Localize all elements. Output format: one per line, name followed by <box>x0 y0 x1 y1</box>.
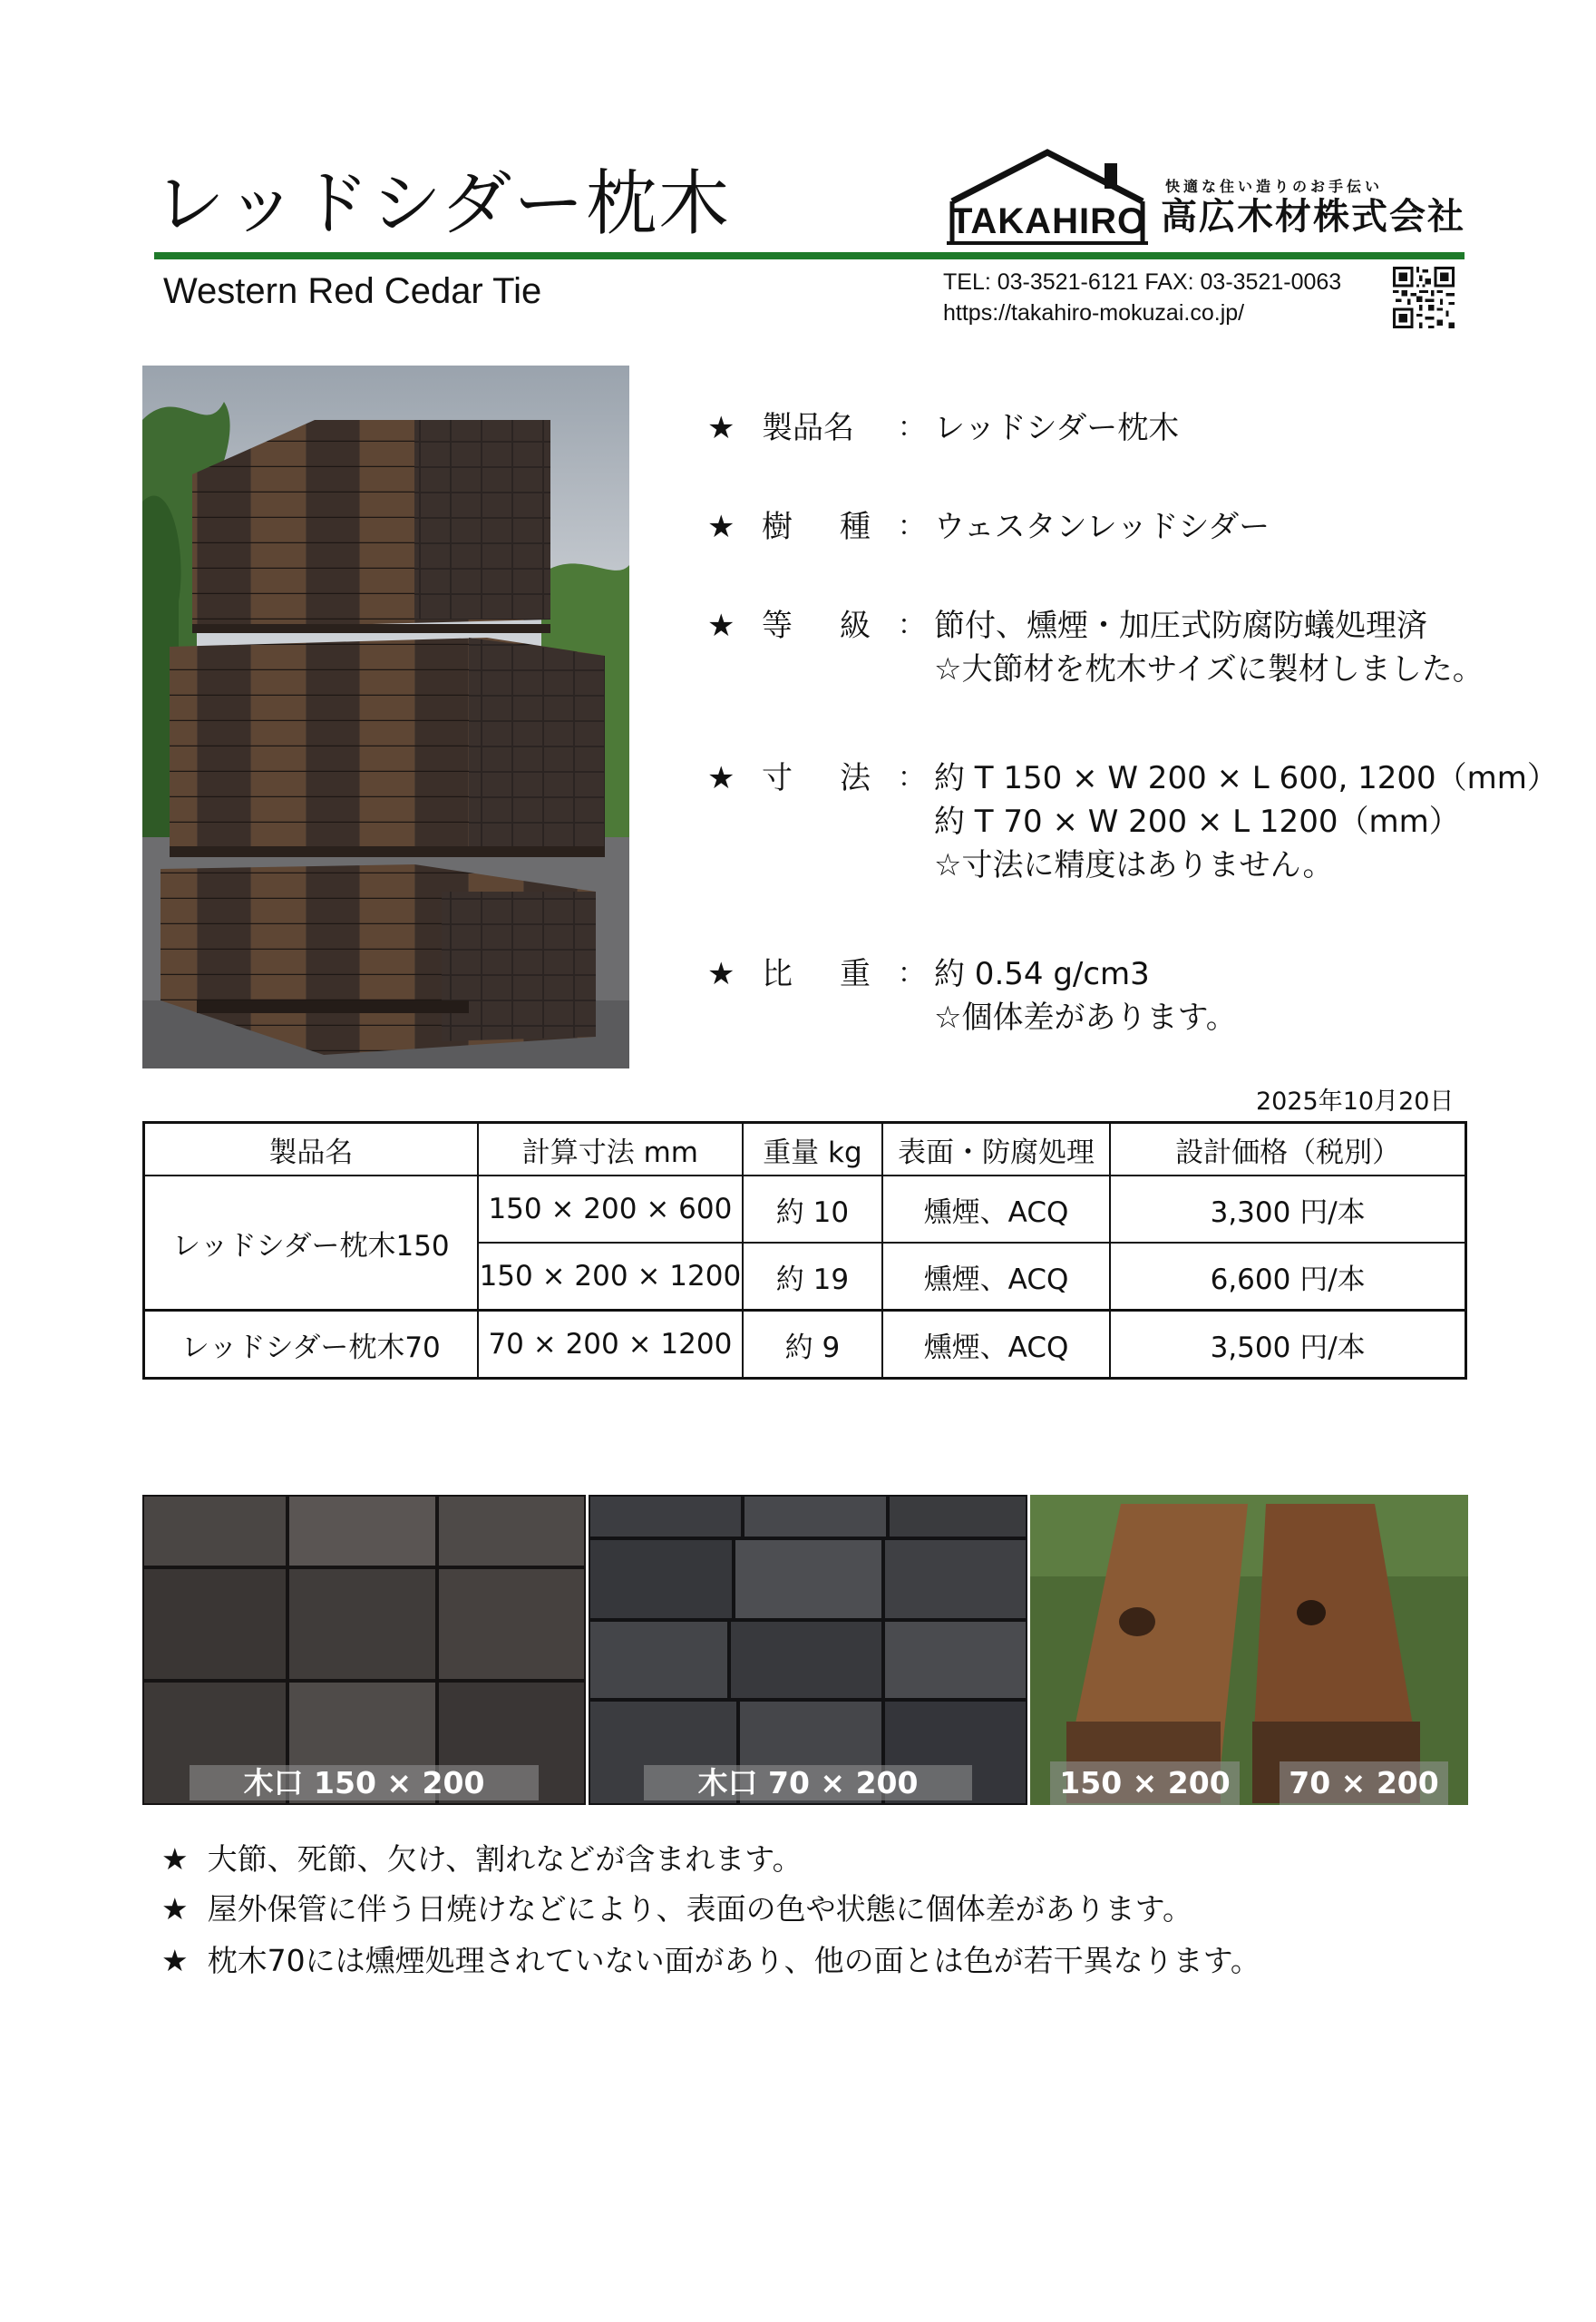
dimension-cell: 150 × 200 × 600 <box>478 1176 743 1243</box>
spec-value: 約 T 150 × W 200 × L 600, 1200（mm） <box>934 760 1558 796</box>
price-cell: 6,600 円/本 <box>1110 1243 1465 1311</box>
note-item <box>161 1941 1260 1981</box>
tie-comparison-photo <box>1030 1495 1468 1805</box>
spec-label: 製品名 <box>762 410 854 446</box>
spec-colon: ： <box>898 610 925 641</box>
column-header: 重量 kg <box>743 1123 882 1176</box>
note-text: 枕木70には燻煙処理されていない面があり、他の面とは色が若干異なります。 <box>207 1943 1260 1978</box>
star-icon: ★ <box>707 956 735 992</box>
star-icon: ★ <box>707 608 735 644</box>
spec-note: ☆個体差があります。 <box>934 1000 1237 1036</box>
column-header: 設計価格（税別） <box>1110 1123 1465 1176</box>
note-text: 屋外保管に伴う日焼けなどにより、表面の色や状態に個体差があります。 <box>207 1891 1192 1927</box>
note-item <box>161 1839 803 1879</box>
star-icon: ★ <box>707 760 735 796</box>
photo-caption: 70 × 200 <box>1280 1761 1447 1805</box>
star-icon: ★ <box>161 1943 189 1978</box>
qr-code-icon[interactable] <box>1393 266 1455 329</box>
contact-info <box>943 267 1341 328</box>
weight-cell: 約 9 <box>743 1311 882 1379</box>
photo-caption: 木口 70 × 200 <box>644 1765 973 1800</box>
end-grain-150-photo <box>142 1495 586 1805</box>
photo-caption: 150 × 200 <box>1050 1761 1239 1805</box>
spec-colon: ： <box>898 958 925 990</box>
spec-label: 等 級 <box>762 608 871 644</box>
spec-note: ☆大節材を枕木サイズに製材しました。 <box>934 651 1484 688</box>
dimension-cell: 70 × 200 × 1200 <box>478 1311 743 1379</box>
treatment-cell: 燻煙、ACQ <box>882 1311 1111 1379</box>
company-name: 高広木材株式会社 <box>1161 196 1465 238</box>
header-divider <box>154 252 1465 259</box>
spec-value: 約 0.54 g/cm3 <box>934 956 1150 992</box>
spec-note: ☆寸法に精度はありません。 <box>934 847 1334 883</box>
star-icon: ★ <box>161 1891 189 1927</box>
spec-label: 寸 法 <box>762 760 871 796</box>
dimension-cell: 150 × 200 × 1200 <box>478 1243 743 1311</box>
note-item <box>161 1889 1192 1929</box>
end-grain-70-photo <box>589 1495 1027 1805</box>
website-link[interactable]: https://takahiro-mokuzai.co.jp/ <box>943 300 1245 326</box>
photo-caption: 木口 150 × 200 <box>190 1765 540 1800</box>
page-subtitle: Western Red Cedar Tie <box>163 271 542 311</box>
weight-cell: 約 19 <box>743 1243 882 1311</box>
spec-value: ウェスタンレッドシダー <box>934 509 1270 545</box>
product-name-cell: レッドシダー枕木70 <box>144 1311 478 1379</box>
logo-wordmark: TAKAHIRO <box>949 201 1147 241</box>
star-icon: ★ <box>707 509 735 545</box>
weight-cell: 約 10 <box>743 1176 882 1243</box>
table-header-row <box>144 1123 1466 1176</box>
column-header: 計算寸法 mm <box>478 1123 743 1176</box>
spec-colon: ： <box>898 762 925 794</box>
spec-value: レッドシダー枕木 <box>934 410 1180 446</box>
spec-value: 約 T 70 × W 200 × L 1200（mm） <box>934 804 1460 840</box>
table-row <box>144 1176 1466 1243</box>
document-date: 2025年10月20日 <box>1256 1088 1455 1116</box>
spec-label: 比 重 <box>762 956 871 992</box>
table-row <box>144 1311 1466 1379</box>
column-header: 表面・防腐処理 <box>882 1123 1111 1176</box>
star-icon: ★ <box>161 1841 189 1877</box>
phone-fax: TEL: 03-3521-6121 FAX: 03-3521-0063 <box>943 269 1342 295</box>
stacked-ties-photo <box>142 366 629 1068</box>
spec-label: 樹 種 <box>762 509 871 545</box>
spec-colon: ： <box>898 511 925 542</box>
product-name-cell: レッドシダー枕木150 <box>144 1176 478 1311</box>
column-header: 製品名 <box>144 1123 478 1176</box>
price-cell: 3,500 円/本 <box>1110 1311 1465 1379</box>
star-icon: ★ <box>707 410 735 446</box>
treatment-cell: 燻煙、ACQ <box>882 1176 1111 1243</box>
page-title: レッドシダー枕木 <box>154 163 732 245</box>
company-tagline: 快適な住い造りのお手伝い <box>1165 178 1384 195</box>
price-table <box>142 1121 1467 1380</box>
spec-value: 節付、燻煙・加圧式防腐防蟻処理済 <box>934 608 1427 644</box>
note-text: 大節、死節、欠け、割れなどが含まれます。 <box>207 1841 803 1877</box>
treatment-cell: 燻煙、ACQ <box>882 1243 1111 1311</box>
price-cell: 3,300 円/本 <box>1110 1176 1465 1243</box>
spec-colon: ： <box>898 412 925 444</box>
